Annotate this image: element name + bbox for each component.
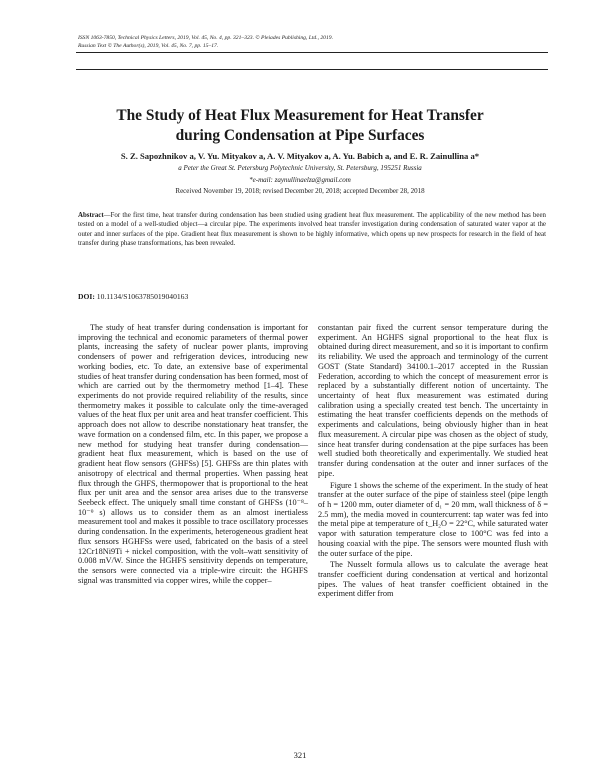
journal-header <box>78 34 548 50</box>
abstract-text: —For the first time, heat transfer during condensation has been studied using gradient heat flux measurement. The applicability of the new method has been tested on a model of a well-studied object—a circular pipe. The experiments involved heat transfer investigation during condensation of saturated water vapor at the outer and inner surfaces of the pipe. Gradient heat flux measurement is shown to be highly informative, which opens up new prospects for research in the field of heat transfer during phase transformations, has been revealed. <box>78 212 546 247</box>
page-number: 321 <box>293 750 307 760</box>
paragraph: The study of heat transfer during condensation is important for improving the technical and economic parameters of thermal power plants, increasing the safety of nuclear power plants, improving condensers of power and refrigeration devices, introducing new working bodies, etc. To date, an extensive base of experimental studies of heat transfer during condensation has been formed, most of which are carried out by the thermometry method [1–4]. These experiments do not provide required reliability of the results, since thermometry makes it possible to calculate only the time-averaged values of the heat flux per unit area and heat transfer coefficient. This approach does not allow to describe nonstationary heat transfer, the wave formation on a condensed film, etc. In this paper, we propose a new method for studying heat transfer during condensation—gradient heat flux measurement, which is based on the use of gradient heat flow sensors (GHFSs) [5]. GHFSs are thin plates with anisotropy of electrical and thermal properties. When passing heat flux through the GHFS, thermopower that is proportional to the heat flux per unit area and the sensor area arises due to the transverse Seebeck effect. The uniquely small time constant of GHFSs (10⁻⁸–10⁻⁹ s) allows us to consider them as an almost inertialess measurement tool and makes it possible to trace oscillatory processes during condensation. In the experiments, heterogeneous gradient heat flux sensors HGHFSs were used, fabricated on the basis of a steel 12Cr18Ni9Ti + nickel composition, with the volt–watt sensitivity of 0.008 mV/W. Since the HGHFS sensitivity depends on temperature, the sensors were connected via a triple-wire circuit: the HGHFS signal was transmitted via copper wires, while the copper– <box>78 323 308 585</box>
received-dates: Received November 19, 2018; revised December 20, 2018; accepted December 28, 2018 <box>175 187 425 195</box>
doi-label: DOI: <box>78 292 95 301</box>
header-rule-bottom <box>76 69 548 70</box>
paragraph: constantan pair fixed the current sensor temperature during the experiment. An HGHFS signal proportional to the heat flux is obtained during direct measurement, and so it is important to confirm its reliability. We used the approach and terminology of the current GOST (State Standard) 34100.1–2017 accepted in the Russian Federation, according to which the concept of measurement error is replaced by a substantially different notion of uncertainty. The uncertainty of heat flux measurement was estimated during calibration using a specially created test bench. The uncertainty in estimating the heat transfer coefficients depends on the methods of experiments and calculations, being obviously higher than in heat flux measurement. A circular pipe was chosen as the object of study, since heat transfer during condensation at the pipe surfaces has been well studied both theoretically and experimentally. We studied heat transfer during condensation at the outer and inner surfaces of the pipe. <box>318 323 548 478</box>
journal-header-line1: ISSN 1063-7850, Technical Physics Letters, 2019, Vol. 45, No. 4, pp. 321–323. © Pleiades Publishing, Ltd., 2019. <box>78 35 333 41</box>
body-column-right <box>318 323 548 599</box>
authors: S. Z. Sapozhnikov a, V. Yu. Mityakov a, A. V. Mityakov a, A. Yu. Babich a, and E. R. Zainullina a* <box>120 151 480 161</box>
paragraph: The Nusselt formula allows us to calculate the average heat transfer coefficient during condensation at vertical and horizontal pipes. The values of heat transfer coefficient obtained in the experiment differ from <box>318 560 548 599</box>
affiliation: a Peter the Great St. Petersburg Polytechnic University, St. Petersburg, 195251 Russia <box>178 164 422 172</box>
header-rule-top <box>76 52 548 53</box>
body-column-left <box>78 323 308 585</box>
doi <box>78 292 188 301</box>
doi-value: 10.1134/S1063785019040163 <box>96 292 189 301</box>
email: *e-mail: zaynullinaelza@gmail.com <box>249 176 351 184</box>
paper-title-line2: during Condensation at Pipe Surfaces <box>175 127 425 144</box>
journal-header-line2: Russian Text © The Author(s), 2019, Vol. 45, No. 7, pp. 15–17. <box>78 43 219 49</box>
paragraph: Figure 1 shows the scheme of the experiment. In the study of heat transfer at the outer surface of the pipe of stainless steel (pipe length of h = 1200 mm, outer diameter of d₁ = 20 mm, wall thickness of δ = 2.5 mm), the media moved in countercurrent: tap water was fed into the metal pipe at temperature of t_H₂O = 22°C, while saturated water vapor with saturation temperature close to 100°C was fed into a housing coaxial with the pipe. The sensors were mounted flush with the outer surface of the pipe. <box>318 480 548 558</box>
paper-title <box>60 106 540 146</box>
paper-title-line1: The Study of Heat Flux Measurement for Heat Transfer <box>116 107 484 124</box>
abstract-label: Abstract <box>78 212 104 219</box>
abstract <box>78 211 546 248</box>
